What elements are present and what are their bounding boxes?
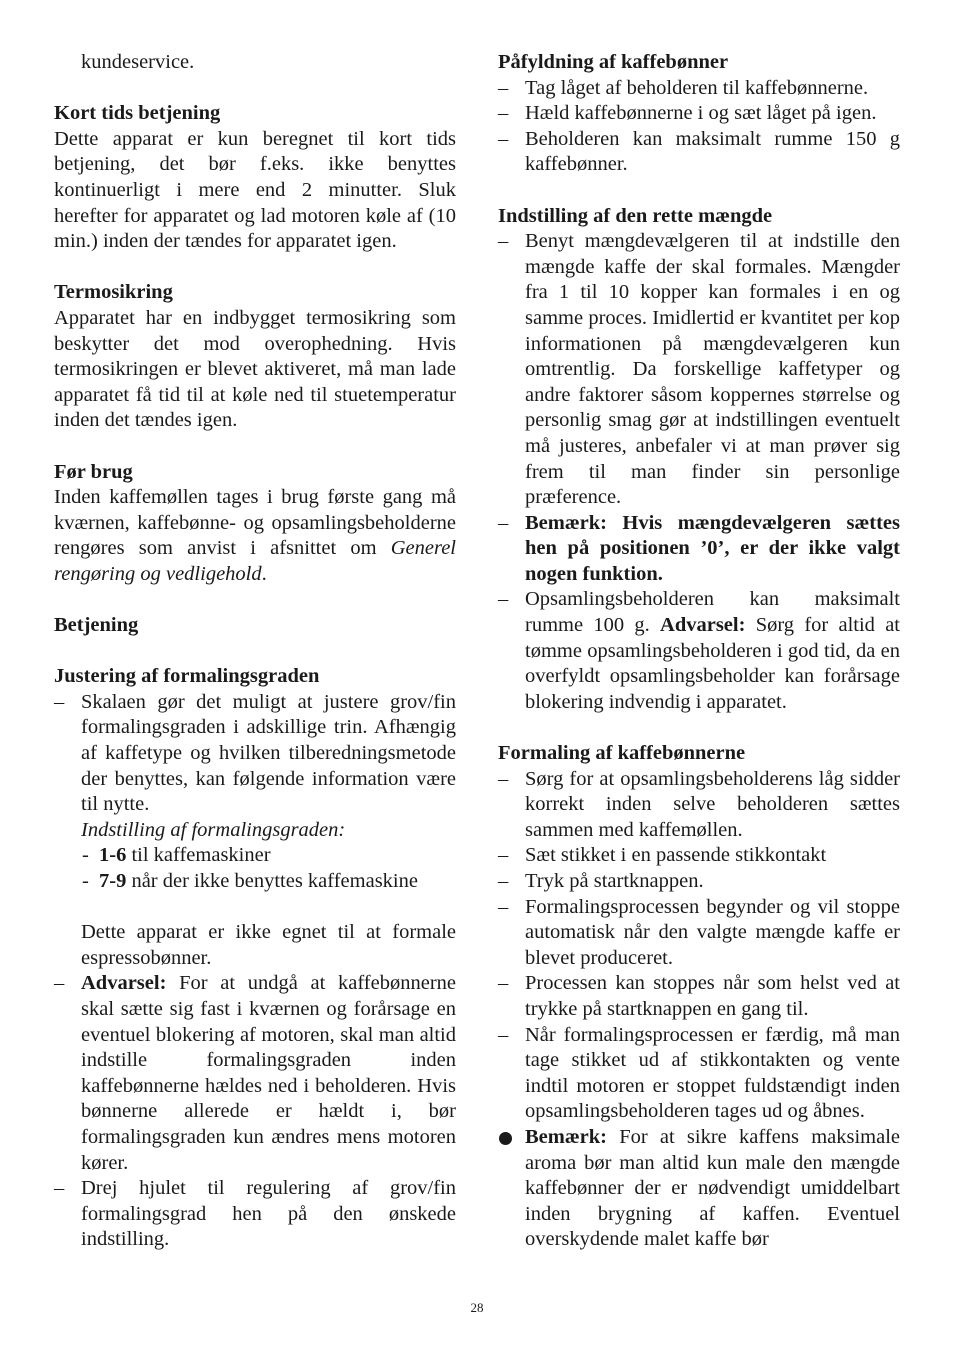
list-item: – Opsamlingsbeholderen kan maksimalt rumme 100 g. Advarsel: Sørg for altid at tømme opsamlingsbeholderen i god tid, da en overfyldt opsamlingsbeholder kan forårsage blokering indvendig i apparatet. (498, 588, 900, 713)
list-item: – Når formalingsprocessen er færdig, må man tage stikket ud af stikkontakten og vente indtil motoren er stoppet fuldstændigt inden opsamlingsbeholderen tages ud og åbnes. (498, 1023, 900, 1123)
list-item: – Processen kan stoppes når som helst ved at trykke på startknappen en gang til. (498, 972, 900, 1020)
page-number: 28 (470, 1300, 484, 1315)
termosikring-text: Apparatet har en indbygget termosikring som beskytter det mod overophedning. Hvis termosikringen er blevet aktiveret, må man lade apparatet få tid til at køle ned til stuetemperatur inden det tændes igen. (54, 306, 456, 432)
list-item: – Tryk på startknappen. (498, 870, 704, 892)
list-item: – Benyt mængdevælgeren til at indstille den mængde kaffe der skal formales. Mængder fra 1 til 10 kopper kan formales i en og samme proces. Imidlertid er kvantitet per kop informationen på mængdevælgeren kun omtrentlig. Da forskellige kaffetyper og andre faktorer såsom koppernes størrelse og personlig smag gør at indstillingen eventuelt må justeres, anbefaler vi at man prøver sig frem til man finder sin personlige præference. (498, 230, 900, 509)
list-item: – Sæt stikket i en passende stikkontakt (498, 844, 827, 867)
heading-indstilling: Indstilling af den rette mængde (498, 204, 773, 227)
left-column (54, 50, 456, 1253)
heading-kort-tids: Kort tids betjening (54, 102, 221, 125)
list-item: – Sørg for at opsamlingsbeholderens låg sidder korrekt inden selve beholderen sættes sammen med kaffemøllen. (498, 767, 900, 841)
dash-marker: – (54, 690, 65, 713)
note-item: Bemærk: For at sikre kaffens maksimale aroma bør man altid kun male den mængde kaffebønner der er nødvendigt umiddelbart inden brygning af kaffen. Eventuel overskydende malet kaffe bør (498, 1125, 900, 1253)
list-item: – Advarsel: For at undgå at kaffebønnerne skal sætte sig fast i kværnen og forårsage en eventuel blokering af motoren, skal man altid indstille formalingsgraden inden kaffebønnerne hældes ned i beholderen. Hvis bønnerne allerede er hældt i, bør formalingsgraden kun ændres mens motoren kører. (54, 972, 456, 1174)
foer-brug-text: Inden kaffemøllen tages i brug første gang må kværnen, kaffebønne- og opsamlingsbeholderne rengøres som anvist i afsnittet om Generel rengøring og vedligehold. (54, 486, 456, 585)
heading-betjening: Betjening (54, 614, 139, 637)
list-item: – Beholderen kan maksimalt rumme 150 g kaffebønner. (498, 127, 900, 176)
list-item: – Skalaen gør det muligt at justere grov/fin formalingsgraden i adskillige trin. Afhængig af kaffetype og hvilken tilberedningsmetode der benyttes, kan følgende information være til nytte. (54, 690, 456, 816)
heading-termosikring: Termosikring (54, 281, 173, 304)
continuation-text: kundeservice. (81, 51, 195, 73)
sub-list-item: - 7-9 når der ikke benyttes kaffemaskine (82, 870, 418, 892)
heading-paafyldning: Påfyldning af kaffebønner (498, 51, 729, 73)
list-item: – Hæld kaffebønnerne i og sæt låget på igen. (498, 102, 877, 125)
heading-formaling: Formaling af kaffebønnerne (498, 742, 746, 765)
list-item: – Tag låget af beholderen til kaffebønnerne. (498, 76, 869, 99)
kort-tids-text: Dette apparat er kun beregnet til kort tids betjening, det bør f.eks. ikke benyttes kontinuerligt i mere end 2 minutter. Sluk herefter for apparatet og lad motoren køle af (10 min.) inden der tændes for apparatet igen. (54, 127, 456, 253)
italic-label: Indstilling af formalingsgraden: (81, 818, 346, 841)
right-column (498, 50, 900, 1253)
espresso-note: Dette apparat er ikke egnet til at formale espressobønner. (81, 921, 456, 969)
heading-foer-brug: Før brug (54, 460, 133, 483)
list-item: – Formalingsprocessen begynder og vil stoppe automatisk når den valgte mængde kaffe er blevet produceret. (498, 895, 900, 969)
bullet-dot-icon (499, 1132, 512, 1145)
foer-brug-italic-ref: Generel rengøring og vedligehold (54, 537, 456, 585)
heading-justering: Justering af formalingsgraden (54, 665, 320, 688)
list-item-bold-note: – Bemærk: Hvis mængdevælgeren sættes hen på positionen ’0’, er der ikke valgt nogen funktion. (498, 511, 900, 585)
sub-list-item: - 1-6 til kaffemaskiner (82, 844, 271, 867)
list-item: – Drej hjulet til regulering af grov/fin formalingsgrad hen på den ønskede indstilling. (54, 1177, 456, 1251)
